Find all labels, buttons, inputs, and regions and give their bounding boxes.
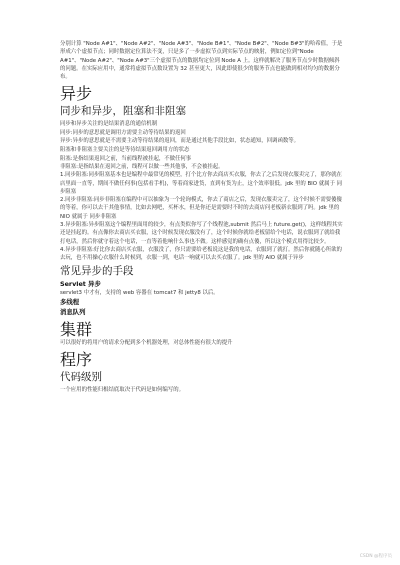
combo-async-block: 3.异步阻塞:异步阻塞这个编程里面用的较少，有点类似你写了个线程池,submit 然后马上 future.get()，这样线程其实还是挂起的。有点像你去商店买衣服，这个时候发现衣服没有了，这个时候你就给老板留给个电话，说衣服到了就给我打电话，然后你就守着这个电话，一直等着他响什么事也不做。这样感觉的确有点傻，所以这个模式用得比较少。 xyxy=(60,222,343,245)
heading-async: 异步 xyxy=(60,84,93,104)
heading-message-queue: 消息队列 xyxy=(60,307,86,316)
sync-async-line-2: 同步:同步的意思就是调用方需要主动等待结果的返回 xyxy=(60,129,186,136)
servlet-paragraph: servlet3 中才有，支持的 web 容器在 tomcat7 和 jetty8 以后。 xyxy=(60,289,219,296)
sync-async-line-3: 异步:异步的意思就是不需要主动等待结果的返回，而是通过其他手段比如，状态通知，回调函数等。 xyxy=(60,138,300,145)
combo-sync-nonblock: 2.同步非阻塞:同步非阻塞在编程中可以抽象为一个轮询模式，你去了商店之后，发现衣服卖完了，这个时候不需要傻傻的等着，你可以去干其他事情，比如去网吧，买杯水，但是你还是需要时不时的去商店问老板新衣服到了吗。jdk 里的 NIO 就属于 同步非阻塞 xyxy=(60,197,342,220)
heading-multithread: 多线程 xyxy=(60,297,80,306)
combo-sync-block: 1.同步阻塞:同步阻塞基本也是编程中最常见的模型，打个比方你去商店买衣服，你去了之后发现衣服卖完了，那你就在店里面一直等，期间不做任何事(包括看手机)，等着商家进货，直到有货为止，这个效率很低。jdk 里的 BIO 就属于 同步阻塞 xyxy=(60,172,342,195)
heading-cluster: 集群 xyxy=(60,319,93,339)
document-page xyxy=(60,40,344,395)
block-line-3: 非阻塞:是指结果在返回之前，线程可以做一些其他事，不会被挂起。 xyxy=(60,163,224,170)
heading-sync-async: 同步和异步，阻塞和非阻塞 xyxy=(60,105,186,118)
block-line-2: 阻塞:是指结果返回之前，当前线程被挂起，不做任何事 xyxy=(60,155,192,162)
heading-program: 程序 xyxy=(60,350,93,370)
heading-servlet-async: Servlet 异步 xyxy=(60,279,101,288)
combo-async-nonblock: 4.异步非阻塞:好比你去商店买衣服，衣服没了，你只需要给老板说这是我的电话，衣服到了就打。然后你就随心所欲的去玩，也不用操心衣服什么时候到，衣服一到，电话一响就可以去买衣服了。jdk 里的 AIO 就属于异步 xyxy=(60,246,342,262)
heading-common-async: 常见异步的手段 xyxy=(60,264,134,277)
block-line-1: 阻塞和非阻塞主要关注的是等待结果返回调用方的状态 xyxy=(60,147,190,154)
csdn-watermark: CSDN @程序员 xyxy=(359,554,392,559)
sync-async-line-1: 同步和异步关注的是结果消息的通信机制 xyxy=(60,121,158,128)
code-level-paragraph: 一个应用的性能归根结底取决于代码是如何编写的。 xyxy=(60,387,184,394)
heading-code-level: 代码级别 xyxy=(60,371,102,384)
cluster-paragraph: 可以很好的将用户的请求分配到多个机器处理，对总体性能有很大的提升 xyxy=(60,339,233,346)
intro-paragraph: 分别计算 "Node A#1"、"Node A#2"、"Node A#3"、"Node B#1"、"Node B#2"、"Node B#3"的哈希值，于是形成六个虚拟节点；同时数据定位算法不变，只是多了一步虚拟节点到实际节点的映射，例如定位到"Node A#1"、"Node A#2"、"Node A#3"三个虚拟节点的数据均定位到 Node A 上。这样就解决了服务节点少时数据倾斜的问题。在实际应用中，通常将虚拟节点数设置为 32 甚至更大，因此即使很少的服务节点也能做到相对均匀的数据分布。 xyxy=(60,41,343,81)
